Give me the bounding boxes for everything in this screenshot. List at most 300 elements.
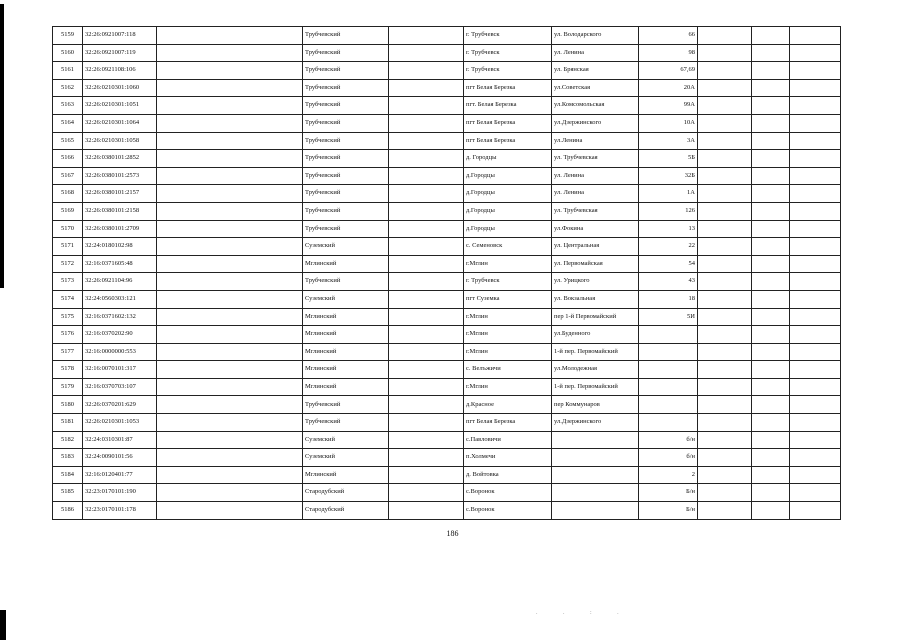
street-cell: ул.Дзержинского [552, 414, 639, 432]
extra-cell [389, 114, 464, 132]
cadastral-number-cell: 32:26:0380101:2709 [83, 220, 157, 238]
house-number-cell: 54 [639, 255, 698, 273]
description-cell [157, 97, 303, 115]
street-cell [552, 484, 639, 502]
settlement-cell: г. Трубчевск [464, 62, 552, 80]
cadastral-number-cell: 32:26:0921104:96 [83, 273, 157, 291]
settlement-cell: п.Холмечи [464, 449, 552, 467]
house-number-cell: б/н [639, 449, 698, 467]
table-row [53, 502, 841, 520]
description-cell [157, 44, 303, 62]
description-cell [157, 343, 303, 361]
cadastral-number-cell: 32:26:0921108:106 [83, 62, 157, 80]
row-number-cell: 5182 [53, 431, 83, 449]
row-number-cell: 5173 [53, 273, 83, 291]
row-number-cell: 5183 [53, 449, 83, 467]
street-cell [552, 449, 639, 467]
empty-col-11-cell [790, 326, 841, 344]
empty-col-9-cell [698, 79, 752, 97]
cadastral-number-cell: 32:26:0210301:1060 [83, 79, 157, 97]
street-cell [552, 466, 639, 484]
street-cell: 1-й пер. Первомайский [552, 378, 639, 396]
empty-col-11-cell [790, 44, 841, 62]
scan-marks: . . : . [536, 610, 631, 616]
table-row [53, 79, 841, 97]
description-cell [157, 79, 303, 97]
district-cell: Мглинский [303, 378, 389, 396]
district-cell: Мглинский [303, 255, 389, 273]
district-cell: Трубчевский [303, 273, 389, 291]
settlement-cell: д.Красное [464, 396, 552, 414]
house-number-cell: 18 [639, 290, 698, 308]
extra-cell [389, 132, 464, 150]
empty-col-10-cell [752, 431, 790, 449]
empty-col-10-cell [752, 202, 790, 220]
cadastral-number-cell: 32:26:0380101:2852 [83, 150, 157, 168]
street-cell [552, 431, 639, 449]
street-cell: 1-й пер. Первомайский [552, 343, 639, 361]
district-cell: Трубчевский [303, 44, 389, 62]
empty-col-9-cell [698, 396, 752, 414]
empty-col-9-cell [698, 431, 752, 449]
row-number-cell: 5164 [53, 114, 83, 132]
empty-col-11-cell [790, 449, 841, 467]
empty-col-10-cell [752, 150, 790, 168]
description-cell [157, 150, 303, 168]
district-cell: Суземский [303, 238, 389, 256]
cadastral-number-cell: 32:26:0210301:1053 [83, 414, 157, 432]
table-row [53, 466, 841, 484]
row-number-cell: 5159 [53, 27, 83, 45]
district-cell: Мглинский [303, 343, 389, 361]
cadastral-number-cell: 32:16:0000000:553 [83, 343, 157, 361]
settlement-cell: г. Трубчевск [464, 44, 552, 62]
district-cell: Трубчевский [303, 97, 389, 115]
extra-cell [389, 502, 464, 520]
street-cell: ул.Комсомольская [552, 97, 639, 115]
row-number-cell: 5186 [53, 502, 83, 520]
cadastral-number-cell: 32:26:0921007:118 [83, 27, 157, 45]
cadastral-number-cell: 32:26:0210301:1051 [83, 97, 157, 115]
street-cell: пер Коммунаров [552, 396, 639, 414]
street-cell: ул. Ленина [552, 44, 639, 62]
description-cell [157, 132, 303, 150]
empty-col-11-cell [790, 185, 841, 203]
empty-col-10-cell [752, 361, 790, 379]
empty-col-11-cell [790, 167, 841, 185]
table-row [53, 378, 841, 396]
row-number-cell: 5176 [53, 326, 83, 344]
table-row [53, 185, 841, 203]
description-cell [157, 484, 303, 502]
house-number-cell [639, 396, 698, 414]
table-row [53, 431, 841, 449]
empty-col-10-cell [752, 343, 790, 361]
row-number-cell: 5179 [53, 378, 83, 396]
empty-col-11-cell [790, 114, 841, 132]
cadastral-number-cell: 32:26:0380101:2158 [83, 202, 157, 220]
empty-col-9-cell [698, 202, 752, 220]
cadastral-number-cell: 32:16:0120401:77 [83, 466, 157, 484]
house-number-cell: 13 [639, 220, 698, 238]
empty-col-10-cell [752, 238, 790, 256]
house-number-cell: Б/н [639, 484, 698, 502]
cadastral-number-cell: 32:26:0380101:2573 [83, 167, 157, 185]
district-cell: Трубчевский [303, 220, 389, 238]
empty-col-9-cell [698, 27, 752, 45]
extra-cell [389, 220, 464, 238]
table-row [53, 361, 841, 379]
empty-col-9-cell [698, 361, 752, 379]
cadastral-number-cell: 32:26:0380101:2157 [83, 185, 157, 203]
empty-col-10-cell [752, 502, 790, 520]
description-cell [157, 255, 303, 273]
table-row [53, 290, 841, 308]
house-number-cell: Б/н [639, 502, 698, 520]
row-number-cell: 5178 [53, 361, 83, 379]
district-cell: Трубчевский [303, 414, 389, 432]
description-cell [157, 185, 303, 203]
street-cell: ул. Ленина [552, 185, 639, 203]
description-cell [157, 326, 303, 344]
house-number-cell: 20А [639, 79, 698, 97]
extra-cell [389, 396, 464, 414]
page-number: 186 [446, 529, 459, 538]
cadastral-number-cell: 32:16:0371605:48 [83, 255, 157, 273]
empty-col-9-cell [698, 150, 752, 168]
settlement-cell: с.Павловичи [464, 431, 552, 449]
property-registry-table [52, 26, 841, 520]
description-cell [157, 27, 303, 45]
extra-cell [389, 62, 464, 80]
house-number-cell: 99А [639, 97, 698, 115]
scan-edge-bar-top [0, 4, 4, 288]
district-cell: Трубчевский [303, 185, 389, 203]
table-row [53, 202, 841, 220]
empty-col-11-cell [790, 414, 841, 432]
settlement-cell: г. Трубчевск [464, 273, 552, 291]
street-cell: пер 1-й Первомайский [552, 308, 639, 326]
empty-col-11-cell [790, 220, 841, 238]
table-row [53, 220, 841, 238]
description-cell [157, 167, 303, 185]
empty-col-9-cell [698, 44, 752, 62]
description-cell [157, 502, 303, 520]
empty-col-10-cell [752, 484, 790, 502]
district-cell: Стародубский [303, 484, 389, 502]
table-row [53, 62, 841, 80]
empty-col-11-cell [790, 150, 841, 168]
row-number-cell: 5161 [53, 62, 83, 80]
street-cell: ул.Фокина [552, 220, 639, 238]
empty-col-10-cell [752, 62, 790, 80]
settlement-cell: пгт. Белая Березка [464, 97, 552, 115]
house-number-cell [639, 378, 698, 396]
extra-cell [389, 273, 464, 291]
empty-col-9-cell [698, 326, 752, 344]
empty-col-11-cell [790, 132, 841, 150]
settlement-cell: д.Городцы [464, 220, 552, 238]
description-cell [157, 62, 303, 80]
cadastral-number-cell: 32:24:0090101:56 [83, 449, 157, 467]
extra-cell [389, 97, 464, 115]
empty-col-10-cell [752, 132, 790, 150]
empty-col-9-cell [698, 378, 752, 396]
street-cell: ул.Дзержинского [552, 114, 639, 132]
district-cell: Трубчевский [303, 150, 389, 168]
empty-col-9-cell [698, 114, 752, 132]
empty-col-11-cell [790, 238, 841, 256]
scan-edge-bar-bottom [0, 610, 6, 640]
row-number-cell: 5160 [53, 44, 83, 62]
extra-cell [389, 238, 464, 256]
house-number-cell: 3А [639, 132, 698, 150]
settlement-cell: пгт Суземка [464, 290, 552, 308]
row-number-cell: 5172 [53, 255, 83, 273]
empty-col-11-cell [790, 27, 841, 45]
description-cell [157, 202, 303, 220]
empty-col-9-cell [698, 502, 752, 520]
settlement-cell: г.Мглин [464, 343, 552, 361]
house-number-cell: 1А [639, 185, 698, 203]
empty-col-10-cell [752, 378, 790, 396]
empty-col-11-cell [790, 396, 841, 414]
row-number-cell: 5168 [53, 185, 83, 203]
district-cell: Трубчевский [303, 167, 389, 185]
house-number-cell: 98 [639, 44, 698, 62]
extra-cell [389, 308, 464, 326]
settlement-cell: д.Городцы [464, 202, 552, 220]
table-row [53, 343, 841, 361]
house-number-cell [639, 343, 698, 361]
street-cell: ул.Ленина [552, 132, 639, 150]
extra-cell [389, 290, 464, 308]
table-row [53, 27, 841, 45]
registry-body [53, 27, 841, 520]
street-cell: ул. Володарского [552, 27, 639, 45]
empty-col-9-cell [698, 62, 752, 80]
house-number-cell: б/н [639, 431, 698, 449]
house-number-cell: 5И [639, 308, 698, 326]
empty-col-9-cell [698, 308, 752, 326]
extra-cell [389, 484, 464, 502]
cadastral-number-cell: 32:23:0170101:178 [83, 502, 157, 520]
street-cell: ул. Первомайская [552, 255, 639, 273]
row-number-cell: 5166 [53, 150, 83, 168]
row-number-cell: 5171 [53, 238, 83, 256]
house-number-cell: 66 [639, 27, 698, 45]
settlement-cell: с. Семеновск [464, 238, 552, 256]
empty-col-9-cell [698, 255, 752, 273]
empty-col-10-cell [752, 114, 790, 132]
extra-cell [389, 466, 464, 484]
empty-col-10-cell [752, 97, 790, 115]
table-row [53, 396, 841, 414]
district-cell: Трубчевский [303, 62, 389, 80]
empty-col-9-cell [698, 220, 752, 238]
house-number-cell: 126 [639, 202, 698, 220]
street-cell: ул.Молодежная [552, 361, 639, 379]
settlement-cell: д. Городцы [464, 150, 552, 168]
empty-col-10-cell [752, 79, 790, 97]
description-cell [157, 414, 303, 432]
house-number-cell: 5Б [639, 150, 698, 168]
extra-cell [389, 150, 464, 168]
empty-col-11-cell [790, 378, 841, 396]
settlement-cell: с.Воронок [464, 484, 552, 502]
description-cell [157, 290, 303, 308]
description-cell [157, 114, 303, 132]
empty-col-10-cell [752, 396, 790, 414]
empty-col-9-cell [698, 167, 752, 185]
empty-col-11-cell [790, 62, 841, 80]
table-row [53, 308, 841, 326]
empty-col-10-cell [752, 308, 790, 326]
empty-col-9-cell [698, 132, 752, 150]
cadastral-number-cell: 32:26:0921007:119 [83, 44, 157, 62]
cadastral-number-cell: 32:16:0370703:107 [83, 378, 157, 396]
empty-col-11-cell [790, 466, 841, 484]
empty-col-10-cell [752, 185, 790, 203]
empty-col-11-cell [790, 431, 841, 449]
empty-col-10-cell [752, 273, 790, 291]
table-row [53, 44, 841, 62]
district-cell: Трубчевский [303, 114, 389, 132]
row-number-cell: 5185 [53, 484, 83, 502]
row-number-cell: 5180 [53, 396, 83, 414]
empty-col-11-cell [790, 361, 841, 379]
settlement-cell: д.Городцы [464, 167, 552, 185]
row-number-cell: 5174 [53, 290, 83, 308]
extra-cell [389, 79, 464, 97]
row-number-cell: 5170 [53, 220, 83, 238]
cadastral-number-cell: 32:24:0560303:121 [83, 290, 157, 308]
empty-col-10-cell [752, 255, 790, 273]
empty-col-9-cell [698, 414, 752, 432]
empty-col-9-cell [698, 290, 752, 308]
settlement-cell: д. Войтовка [464, 466, 552, 484]
extra-cell [389, 414, 464, 432]
street-cell: ул. Вокзальная [552, 290, 639, 308]
empty-col-11-cell [790, 273, 841, 291]
house-number-cell: 32Б [639, 167, 698, 185]
empty-col-9-cell [698, 449, 752, 467]
street-cell: ул. Трубчевская [552, 150, 639, 168]
street-cell: ул.Буденного [552, 326, 639, 344]
settlement-cell: г.Мглин [464, 378, 552, 396]
house-number-cell: 22 [639, 238, 698, 256]
extra-cell [389, 343, 464, 361]
empty-col-10-cell [752, 414, 790, 432]
table-row [53, 484, 841, 502]
empty-col-9-cell [698, 238, 752, 256]
row-number-cell: 5165 [53, 132, 83, 150]
house-number-cell: 2 [639, 466, 698, 484]
settlement-cell: пгт Белая Березка [464, 414, 552, 432]
house-number-cell: 10А [639, 114, 698, 132]
settlement-cell: с.Воронок [464, 502, 552, 520]
street-cell [552, 502, 639, 520]
empty-col-11-cell [790, 79, 841, 97]
cadastral-number-cell: 32:26:0370201:629 [83, 396, 157, 414]
table-row [53, 114, 841, 132]
extra-cell [389, 361, 464, 379]
extra-cell [389, 185, 464, 203]
district-cell: Стародубский [303, 502, 389, 520]
empty-col-9-cell [698, 273, 752, 291]
empty-col-11-cell [790, 202, 841, 220]
empty-col-9-cell [698, 484, 752, 502]
description-cell [157, 361, 303, 379]
cadastral-number-cell: 32:23:0170101:190 [83, 484, 157, 502]
settlement-cell: пгт Белая Березка [464, 114, 552, 132]
street-cell: ул. Трубчевская [552, 202, 639, 220]
empty-col-11-cell [790, 97, 841, 115]
district-cell: Суземский [303, 290, 389, 308]
district-cell: Трубчевский [303, 79, 389, 97]
extra-cell [389, 431, 464, 449]
district-cell: Мглинский [303, 308, 389, 326]
settlement-cell: г.Мглин [464, 255, 552, 273]
row-number-cell: 5167 [53, 167, 83, 185]
empty-col-10-cell [752, 449, 790, 467]
table-row [53, 97, 841, 115]
extra-cell [389, 202, 464, 220]
cadastral-number-cell: 32:16:0371602:132 [83, 308, 157, 326]
description-cell [157, 396, 303, 414]
house-number-cell [639, 414, 698, 432]
district-cell: Мглинский [303, 326, 389, 344]
table-row [53, 255, 841, 273]
cadastral-number-cell: 32:24:0180102:98 [83, 238, 157, 256]
settlement-cell: пгт Белая Березка [464, 132, 552, 150]
settlement-cell: г.Мглин [464, 326, 552, 344]
description-cell [157, 378, 303, 396]
empty-col-10-cell [752, 44, 790, 62]
row-number-cell: 5162 [53, 79, 83, 97]
settlement-cell: д.Городцы [464, 185, 552, 203]
settlement-cell: с. Велъжичи [464, 361, 552, 379]
extra-cell [389, 44, 464, 62]
house-number-cell: 67,69 [639, 62, 698, 80]
table-row [53, 238, 841, 256]
extra-cell [389, 255, 464, 273]
district-cell: Мглинский [303, 361, 389, 379]
empty-col-10-cell [752, 326, 790, 344]
street-cell: ул. Брянская [552, 62, 639, 80]
house-number-cell: 43 [639, 273, 698, 291]
row-number-cell: 5175 [53, 308, 83, 326]
table-row [53, 167, 841, 185]
cadastral-number-cell: 32:24:0310301:87 [83, 431, 157, 449]
extra-cell [389, 27, 464, 45]
table-row [53, 132, 841, 150]
district-cell: Суземский [303, 449, 389, 467]
empty-col-9-cell [698, 343, 752, 361]
empty-col-10-cell [752, 27, 790, 45]
empty-col-10-cell [752, 466, 790, 484]
street-cell: ул. Урицкого [552, 273, 639, 291]
row-number-cell: 5177 [53, 343, 83, 361]
empty-col-11-cell [790, 502, 841, 520]
empty-col-11-cell [790, 290, 841, 308]
cadastral-number-cell: 32:26:0210301:1064 [83, 114, 157, 132]
district-cell: Трубчевский [303, 27, 389, 45]
empty-col-9-cell [698, 185, 752, 203]
extra-cell [389, 449, 464, 467]
row-number-cell: 5163 [53, 97, 83, 115]
table-row [53, 449, 841, 467]
